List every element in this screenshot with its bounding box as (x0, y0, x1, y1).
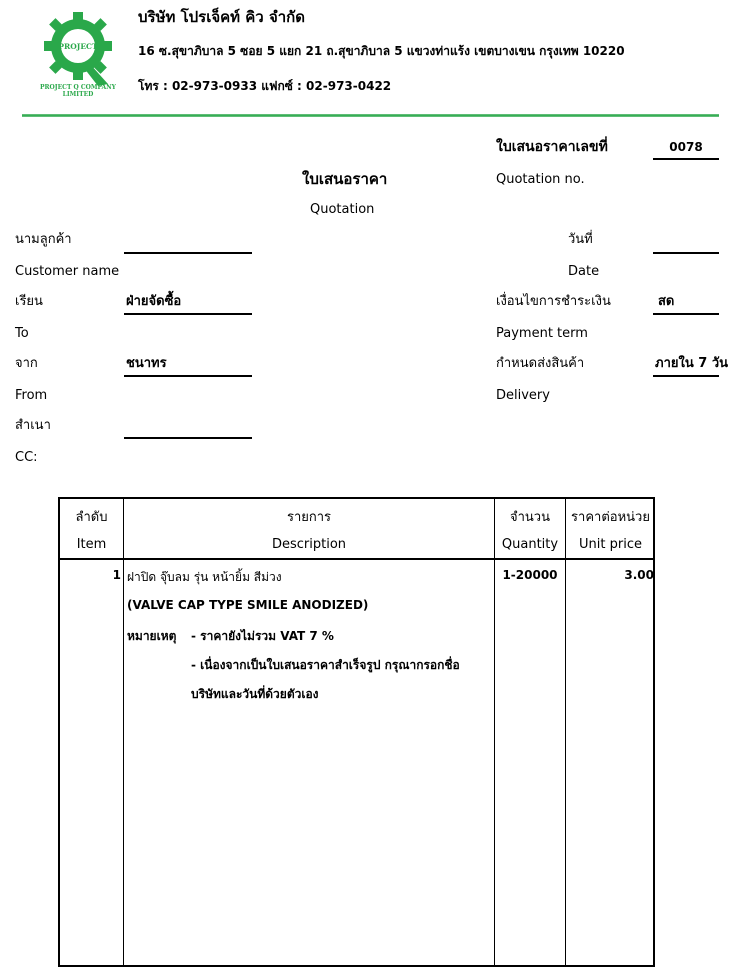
payment-term-field[interactable] (653, 313, 719, 315)
date-label: วันที่ (568, 232, 593, 247)
from-value: ชนาทร (126, 356, 167, 371)
logo-text: PROJECT (58, 42, 98, 51)
document-title-en: Quotation (310, 202, 375, 217)
payment-term-label-en: Payment term (496, 326, 588, 341)
company-name: บริษัท โปรเจ็คท์ คิว จำกัด (138, 8, 305, 26)
quotation-no-value: 0078 (669, 140, 703, 154)
remark-line: - ราคายังไม่รวม VAT 7 % (191, 629, 334, 643)
quotation-no-label-en: Quotation no. (496, 172, 585, 187)
remark-line: - เนื่องจากเป็นใบเสนอราคาสำเร็จรูป กรุณากรอกชื่อ (191, 658, 460, 672)
document-title: ใบเสนอราคา (302, 170, 388, 188)
cc-field[interactable] (124, 437, 252, 439)
header-description-th: รายการ (286, 510, 332, 525)
delivery-label: กำหนดส่งสินค้า (496, 356, 585, 371)
date-label-en: Date (568, 264, 600, 279)
items-table (58, 497, 655, 967)
date-field[interactable] (653, 252, 719, 254)
company-logo (28, 6, 128, 96)
to-value: ฝ่ายจัดซื้อ (126, 294, 182, 309)
to-label-en: To (15, 326, 29, 341)
header-quantity-th: จำนวน (510, 510, 550, 525)
header-description-en: Description (271, 537, 347, 552)
quotation-no-label: ใบเสนอราคาเลขที่ (496, 139, 608, 155)
column-divider (123, 499, 124, 965)
header-divider (22, 114, 719, 117)
logo-caption: PROJECT Q COMPANY LIMITED (40, 84, 116, 98)
quotation-no-underline (653, 158, 719, 160)
to-field[interactable] (124, 313, 252, 315)
delivery-label-en: Delivery (496, 388, 550, 403)
row-quantity: 1-20000 (502, 568, 558, 582)
header-unit-price-th: ราคาต่อหน่วย (571, 510, 650, 525)
customer-name-field[interactable] (124, 252, 252, 254)
header-divider-line (60, 558, 653, 560)
payment-term-label: เงื่อนไขการชำระเงิน (496, 294, 611, 309)
delivery-value: ภายใน 7 วัน (655, 356, 729, 371)
row-unit-price: 3.00 (624, 568, 654, 582)
from-field[interactable] (124, 375, 252, 377)
row-description: ฝาปิด จุ๊บลม รุ่น หน้ายิ้ม สีม่วง (127, 570, 282, 584)
payment-term-value: สด (658, 294, 675, 309)
remark-line: บริษัทและวันที่ด้วยตัวเอง (191, 687, 319, 701)
remark-label: หมายเหตุ (127, 629, 177, 643)
from-label: จาก (15, 356, 38, 371)
header-item-en: Item (76, 537, 107, 552)
from-label-en: From (15, 388, 48, 403)
delivery-field[interactable] (653, 375, 719, 377)
cc-label: สำเนา (15, 418, 51, 433)
customer-name-label-en: Customer name (15, 264, 120, 279)
row-item-number: 1 (112, 568, 121, 582)
header-item-th: ลำดับ (75, 510, 108, 525)
company-phone: โทร : 02-973-0933 แฟกซ์ : 02-973-0422 (138, 79, 392, 93)
to-label: เรียน (15, 294, 43, 309)
customer-name-label: นามลูกค้า (15, 232, 72, 247)
company-address: 16 ซ.สุขาภิบาล 5 ซอย 5 แยก 21 ถ.สุขาภิบาล 5 แขวงท่าแร้ง เขตบางเขน กรุงเทพ 10220 (138, 44, 625, 58)
header-quantity-en: Quantity (501, 537, 559, 552)
cc-label-en: CC: (15, 450, 38, 465)
header-unit-price-en: Unit price (579, 537, 642, 552)
row-description-en: (VALVE CAP TYPE SMILE ANODIZED) (127, 598, 369, 612)
